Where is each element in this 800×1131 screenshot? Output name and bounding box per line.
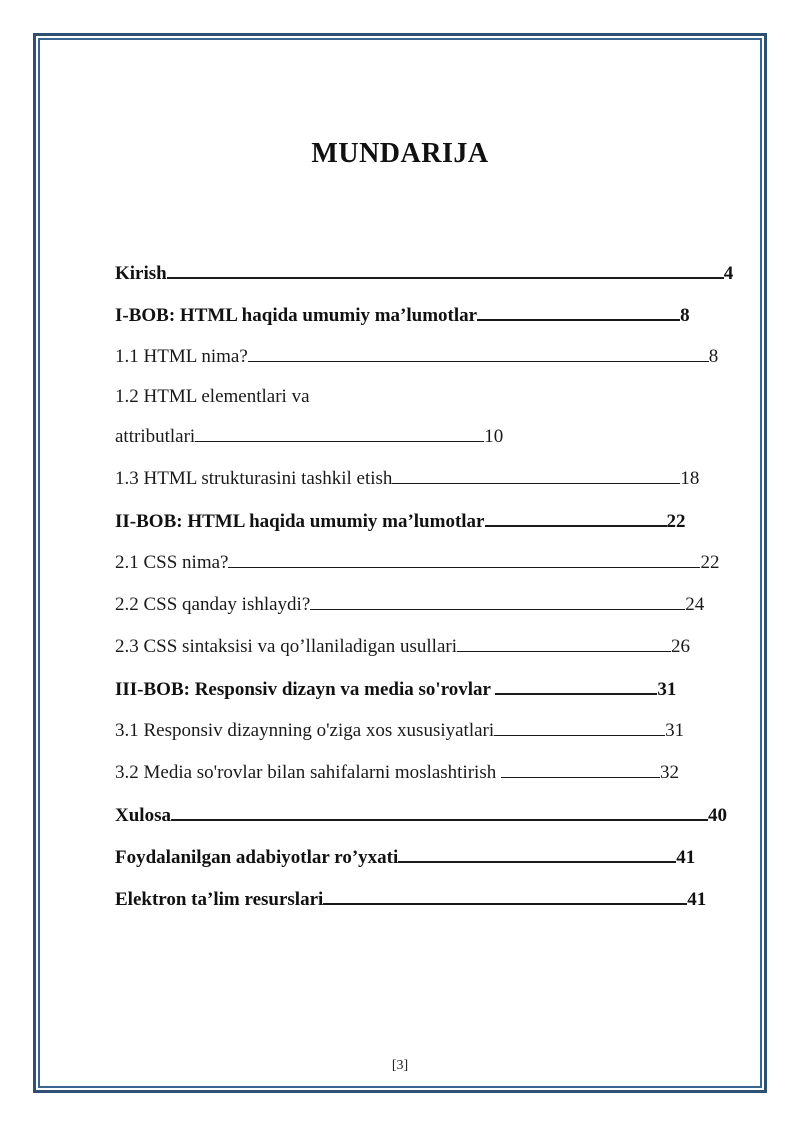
toc-page-number: 8 — [708, 346, 719, 367]
toc-entry-label: I-BOB: HTML haqida umumiy ma’lumotlar — [115, 305, 478, 326]
toc-page-number: 22 — [700, 552, 720, 573]
toc-page-number: 41 — [676, 847, 696, 868]
toc-leader-line — [392, 466, 680, 484]
toc-entry-3-1 — [115, 718, 684, 742]
toc-entry-3-2 — [115, 760, 679, 784]
toc-page-number: 40 — [707, 805, 727, 826]
toc-entry-label: III-BOB: Responsiv dizayn va media so'rovlar — [115, 679, 496, 700]
toc-leader-line — [398, 844, 676, 863]
toc-entry-kirish — [115, 260, 733, 285]
toc-page-number: 31 — [665, 720, 685, 741]
toc-leader-line — [457, 634, 671, 652]
toc-page-number: 22 — [666, 511, 686, 532]
toc-page-number: 32 — [659, 762, 679, 783]
toc-leader-line — [195, 424, 484, 442]
toc-entry-adabiyotlar — [115, 844, 695, 869]
toc-leader-line — [494, 718, 665, 736]
page-title: MUNDARIJA — [311, 138, 489, 169]
toc-entry-bob2 — [115, 508, 686, 533]
toc-entry-bob3 — [115, 676, 676, 701]
toc-leader-line — [310, 592, 685, 610]
toc-entry-label: II-BOB: HTML haqida umumiy ma’lumotlar — [115, 511, 485, 532]
toc-page-number: 10 — [484, 426, 504, 447]
toc-page-number: 4 — [723, 263, 734, 284]
toc-leader-line — [167, 260, 724, 279]
toc-entry-label: 3.2 Media so'rovlar bilan sahifalarni moslashtirish — [115, 762, 501, 783]
toc-entry-1-2-line1 — [115, 386, 310, 408]
toc-entry-label: Elektron ta’lim resurslari — [115, 889, 324, 910]
toc-entry-label: attributlari — [115, 426, 196, 447]
toc-page-number: 26 — [670, 636, 690, 657]
toc-page-number: 24 — [685, 594, 705, 615]
toc-entry-label: Xulosa — [115, 805, 171, 826]
toc-entry-label: 1.2 HTML elementlari va — [115, 386, 310, 407]
toc-leader-line — [323, 886, 687, 905]
toc-entry-2-1 — [115, 550, 719, 574]
toc-entry-label: 2.3 CSS sintaksisi va qo’llaniladigan usullari — [115, 636, 457, 657]
toc-entry-1-1 — [115, 344, 718, 368]
toc-leader-line — [248, 344, 709, 362]
toc-leader-line — [228, 550, 700, 568]
toc-page-number: 8 — [680, 305, 690, 326]
toc-entry-label: 1.1 HTML nima? — [115, 346, 248, 367]
toc-entry-1-3 — [115, 466, 699, 490]
toc-entry-label: 2.2 CSS qanday ishlaydi? — [115, 594, 311, 615]
toc-entry-bob1 — [115, 302, 690, 327]
toc-leader-line — [501, 760, 660, 778]
page-number-footer: [3] — [391, 1058, 409, 1073]
toc-leader-line — [477, 302, 680, 321]
toc-entry-label: Kirish — [115, 263, 167, 284]
toc-entry-2-3 — [115, 634, 690, 658]
toc-entry-resurslar — [115, 886, 706, 911]
toc-entry-label: 3.1 Responsiv dizaynning o'ziga xos xususiyatlari — [115, 720, 495, 741]
toc-leader-line — [171, 802, 708, 821]
toc-page-number: 31 — [657, 679, 677, 700]
toc-leader-line — [485, 508, 667, 527]
toc-page-number: 41 — [687, 889, 707, 910]
toc-entry-label: Foydalanilgan adabiyotlar ro’yxati — [115, 847, 399, 868]
toc-leader-line — [495, 676, 657, 695]
toc-entry-label: 2.1 CSS nima? — [115, 552, 229, 573]
toc-page-number: 18 — [680, 468, 700, 489]
toc-entry-2-2 — [115, 592, 704, 616]
toc-entry-label: 1.3 HTML strukturasini tashkil etish — [115, 468, 393, 489]
toc-entry-xulosa — [115, 802, 727, 827]
toc-entry-1-2-line2 — [115, 424, 503, 448]
